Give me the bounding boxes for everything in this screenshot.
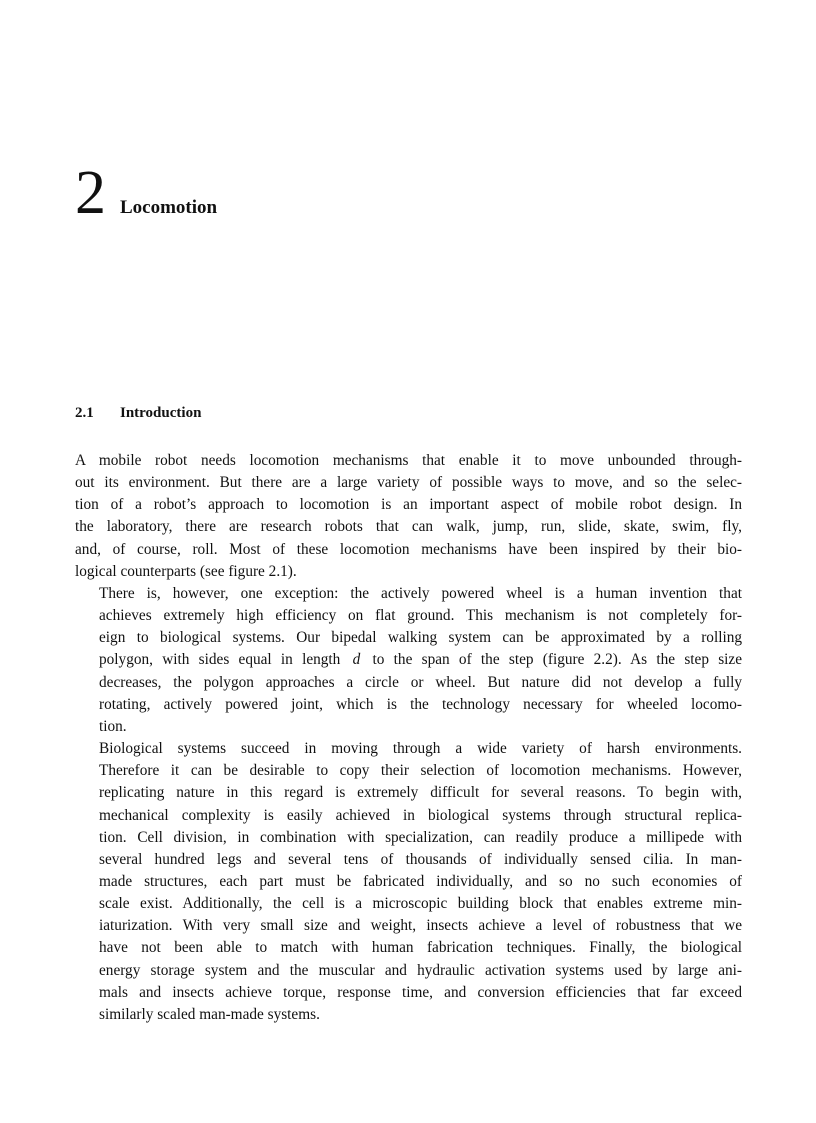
text-line: decreases, the polygon approaches a circle or wheel. But nature did not develop a fully <box>99 673 742 691</box>
section-heading <box>75 405 201 422</box>
text-line: made structures, each part must be fabricated individually, and so no such economies of <box>99 872 742 890</box>
text-line: similarly scaled man-made systems. <box>99 1005 320 1023</box>
text-line: scale exist. Additionally, the cell is a microscopic building block that enables extreme min- <box>99 895 742 913</box>
paragraph <box>75 738 742 1026</box>
text-line: mechanical complexity is easily achieved in biological systems through structural replica- <box>99 806 742 824</box>
text-line: the laboratory, there are research robots that can walk, jump, run, slide, skate, swim, fly, <box>75 518 742 536</box>
text-line: energy storage system and the muscular and hydraulic activation systems used by large ani- <box>99 961 742 979</box>
text-line: out its environment. But there are a large variety of possible ways to move, and so the selec- <box>75 474 742 492</box>
text-line: replicating nature in this regard is extremely difficult for several reasons. To begin with, <box>99 784 742 802</box>
chapter-number: 2 <box>75 159 106 227</box>
text-line: Therefore it can be desirable to copy their selection of locomotion mechanisms. However, <box>99 762 742 780</box>
variable-d: d <box>352 651 361 669</box>
text-segment: polygon, with sides equal in length <box>99 651 341 669</box>
text-line: achieves extremely high efficiency on flat ground. This mechanism is not completely for- <box>99 607 742 625</box>
section-title: Introduction <box>120 405 202 421</box>
text-line: A mobile robot needs locomotion mechanisms that enable it to move unbounded through- <box>75 452 742 469</box>
text-line: logical counterparts (see figure 2.1). <box>75 562 297 580</box>
text-line: eign to biological systems. Our bipedal walking system can be approximated by a rolling <box>99 629 742 647</box>
text-line: tion. Cell division, in combination with specialization, can readily produce a millipede with <box>99 828 742 846</box>
text-line: and, of course, roll. Most of these locomotion mechanisms have been inspired by their bio- <box>75 540 742 558</box>
text-line: Biological systems succeed in moving through a wide variety of harsh environments. <box>99 740 742 758</box>
text-line: tion. <box>99 717 127 735</box>
text-line: mals and insects achieve torque, response time, and conversion efficiencies that far exceed <box>99 983 742 1001</box>
text-line: have not been able to match with human fabrication techniques. Finally, the biological <box>99 939 742 957</box>
text-line: iaturization. With very small size and weight, insects achieve a level of robustness that we <box>99 917 742 935</box>
paragraph <box>75 583 742 738</box>
section-number: 2.1 <box>75 405 94 421</box>
text-line: tion of a robot’s approach to locomotion is an important aspect of mobile robot design. In <box>75 496 742 514</box>
chapter-heading <box>75 159 218 227</box>
text-line: several hundred legs and several tens of thousands of individually sensed cilia. In man- <box>99 850 742 868</box>
text-line <box>75 649 742 671</box>
body-text <box>75 450 742 1026</box>
chapter-title: Locomotion <box>120 197 218 218</box>
text-line: rotating, actively powered joint, which is the technology necessary for wheeled locomo- <box>99 695 742 713</box>
text-line: There is, however, one exception: the actively powered wheel is a human invention that <box>99 584 742 602</box>
text-segment: to the span of the step (figure 2.2). As the step size <box>372 651 743 669</box>
paragraph <box>75 450 742 583</box>
